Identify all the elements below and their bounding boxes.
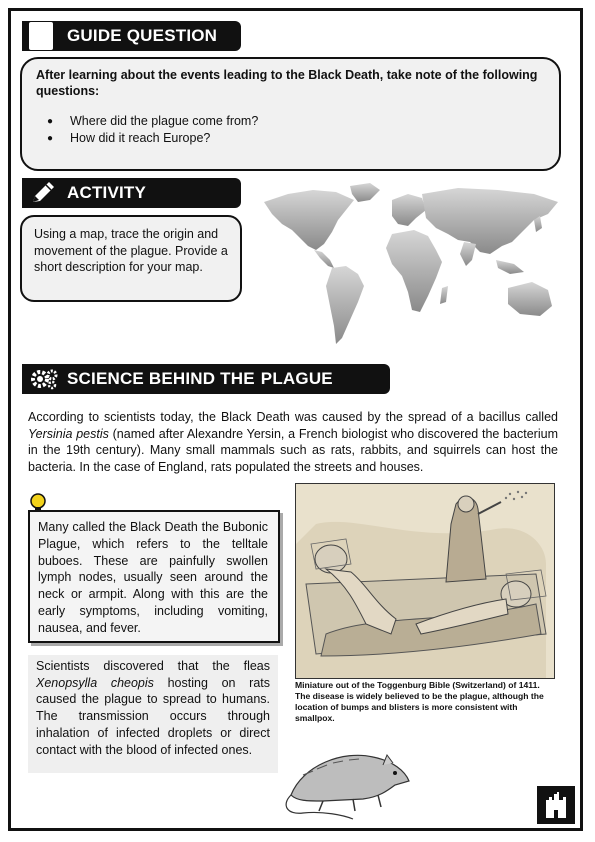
list-item: ● Where did the plague come from?: [36, 113, 545, 130]
castle-icon: [537, 786, 575, 824]
guide-question-title: GUIDE QUESTION: [67, 26, 218, 45]
science-paragraph: According to scientists today, the Black Death was caused by the spread of a bacillus called Yersinia pestis (named after Alexandre Yersin, a French biologist who discovered the bacterium in the 19th century). Many small mammals such as rats, rabbits, and squirrels can host the bacteria. In the case of England, rats populated the streets and houses.: [28, 410, 558, 474]
science-title: SCIENCE BEHIND THE PLAGUE: [67, 369, 333, 388]
activity-box: [20, 215, 242, 302]
toggenburg-miniature-image: [295, 483, 555, 679]
guide-question-banner: [22, 21, 241, 51]
rat-illustration: [283, 735, 413, 820]
image-caption: Miniature out of the Toggenburg Bible (Switzerland) of 1411. The disease is widely believed to be the plague, although the location of bumps and blisters is more consistent with smallpox.: [295, 680, 544, 723]
world-map: [258, 180, 566, 350]
flea-info-box: Scientists discovered that the fleas Xenopsylla cheopis hosting on rats caused the plague to spread to humans. The transmission occurs through inhalation of infected droplets or direct contact with the blood of infected ones.: [28, 655, 278, 773]
guide-question-box: [20, 57, 561, 171]
activity-banner: [22, 178, 241, 208]
list-item: ● How did it reach Europe?: [36, 130, 545, 147]
flea-species-name: Xenopsylla cheopis: [36, 675, 154, 690]
gears-icon: [29, 368, 59, 390]
bubonic-info-box: Many called the Black Death the Bubonic Plague, which refers to the telltale buboes. These are painfully swollen lymph nodes, usually seen around the neck or armpit. Along with this are the early symptoms, including vomiting, nausea, and fever.: [28, 510, 280, 643]
guide-question-intro: After learning about the events leading to the Black Death, take note of the following questions:: [36, 68, 538, 98]
activity-text: Using a map, trace the origin and movement of the plague. Provide a short description for your map.: [34, 227, 228, 274]
bookmark-icon: [29, 22, 53, 50]
guide-question-list: [36, 113, 545, 147]
species-name: Yersinia pestis: [28, 426, 109, 441]
activity-title: ACTIVITY: [67, 183, 147, 202]
science-banner: [22, 364, 390, 394]
pencil-icon: [30, 181, 56, 205]
